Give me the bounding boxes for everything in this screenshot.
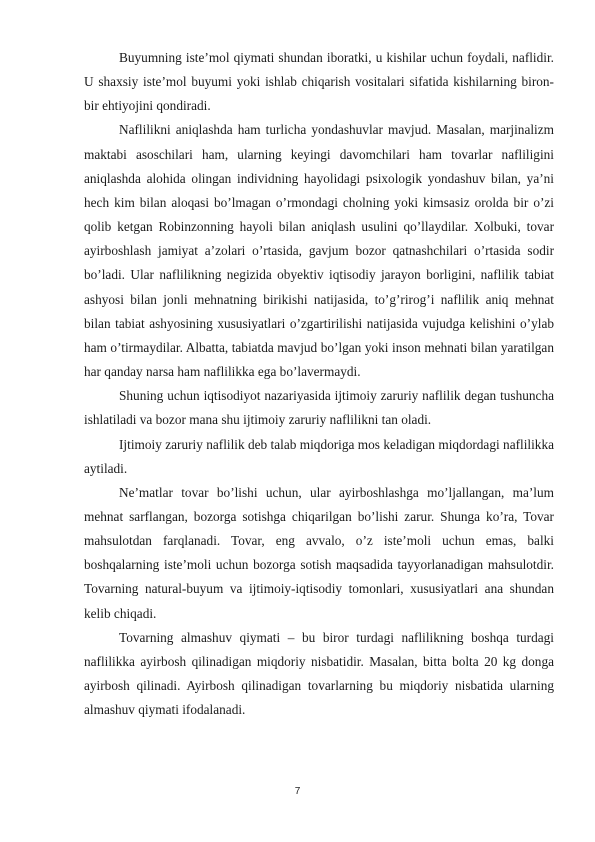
paragraph-utility-approaches: Naflilikni aniqlashda ham turlicha yondashuvlar mavjud. Masalan, marjinalizm maktabi asoschilari ham, ularning keyingi davomchilari ham tovarlar nafliligini aniqlashda alohida olingan individning hayolidagi psixologik yondashuv bilan, ya’ni hech kim bilan aloqasi bo’lmagan o’rmondagi cholning yoki kimsasiz orolda bir o’zi qolib ketgan Robinzonning hayoli bilan aniqlash usulini qo’llaydilar. Xolbuki, tovar ayirboshlash jamiyat a’zolari o’rtasida, gavjum bozor qatnashchilari o’rtasida sodir bo’ladi. Ular naflilikning negizida obyektiv iqtisodiy jarayon borligini, naflilik tabiat ashyosi bilan jonli mehnatning birikishi natijasida, to’g’rirog’i naflilik aniq mehnat bilan tabiat ashyosining xususiyatlari o’zgartirilishi natijasida vujudga kelishini o’ylab ham o’tirmaydilar. Albatta, tabiatda mavjud bo’lgan yoki inson mehnati bilan yaratilgan har qanday narsa ham naflilikka ega bo’lavermaydi. <box>84 122 554 380</box>
paragraph-definition: Ijtimoiy zaruriy naflilik deb talab miqdoriga mos keladigan miqdordagi naflilikka aytiladi. <box>84 436 554 476</box>
document-body <box>84 46 554 722</box>
page-number: 7 <box>294 786 301 797</box>
paragraph-exchange-value: Tovarning almashuv qiymati – bu biror turdagi naflilikning boshqa turdagi naflilikka ayirbosh qilinadigan miqdoriy nisbatidir. Masalan, bitta bolta 20 kg donga ayirbosh qilinadi. Ayirbosh qilinadigan tovarlarning bu miqdoriy nisbatida ularning almashuv qiymati ifodalanadi. <box>84 629 554 718</box>
paragraph-social-necessary-utility: Shuning uchun iqtisodiyot nazariyasida ijtimoiy zaruriy naflilik degan tushuncha ishlatiladi va bozor mana shu ijtimoiy zaruriy naflilikni tan oladi. <box>84 388 554 428</box>
paragraph-use-value: Buyumning iste’mol qiymati shundan iboratki, u kishilar uchun foydali, naflidir. U shaxsiy iste’mol buyumi yoki ishlab chiqarish vositalari sifatida kishilarning biron- bir ehtiyojini qondiradi. <box>84 50 554 114</box>
paragraph-goods-commodity: Ne’matlar tovar bo’lishi uchun, ular ayirboshlashga mo’ljallangan, ma’lum mehnat sarflangan, bozorga sotishga chiqarilgan bo’lishi zarur. Shunga ko’ra, Tovar mahsulotdan farqlanadi. Tovar, eng avvalo, o’z iste’moli uchun emas, balki boshqalarning iste’moli uchun bozorga sotish maqsadida tayyorlanadigan mahsulotdir. Tovarning natural-buyum va ijtimoiy-iqtisodiy tomonlari, xususiyatlari ana shundan kelib chiqadi. <box>84 484 554 621</box>
